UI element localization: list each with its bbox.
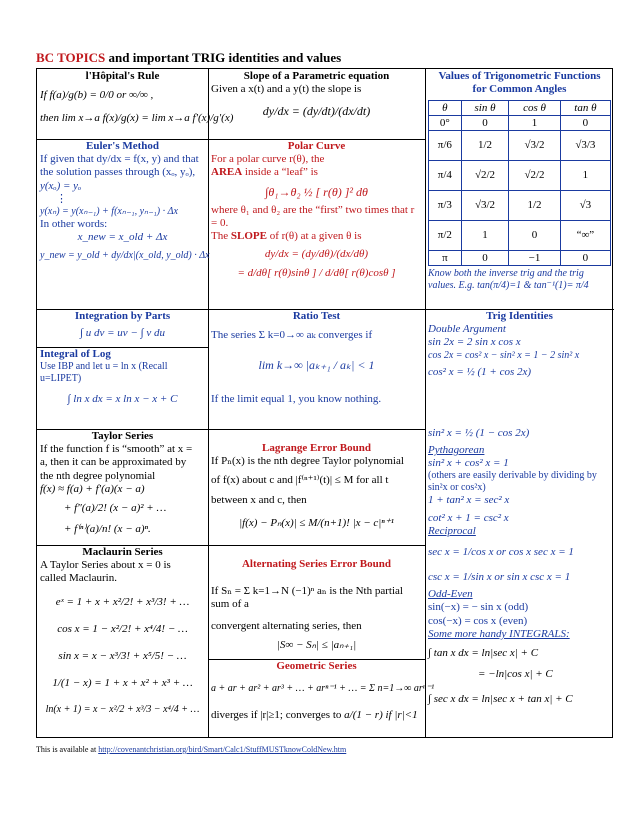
lagrange-l2: of f(x) about c and |f⁽ⁿ⁺¹⁾(t)| ≤ M for all t (211, 474, 389, 487)
geometric-heading: Geometric Series (276, 660, 357, 672)
footer-link[interactable]: http://covenantchristian.org/bird/Smart/Calc1/StuffMUSTknowColdNew.htm (98, 745, 347, 754)
odd-even-label: Odd-Even (428, 588, 473, 601)
polar-section (208, 139, 425, 309)
parametric-heading: Slope of a Parametric equation (243, 70, 390, 82)
maclaurin-l1: A Taylor Series about x = 0 is (40, 559, 171, 572)
double-argument-label: Double Argument (428, 323, 506, 336)
identity-d3: cos² x = ½ (1 + cos 2x) (428, 365, 532, 378)
formula-sheet-grid (36, 68, 613, 738)
polar-heading: Polar Curve (287, 140, 346, 152)
taylor-l1: If the function f is “smooth” at x = (40, 443, 193, 456)
polar-slope-f1: dy/dx = (dy/dθ)/(dx/dθ) (264, 247, 369, 260)
geometric-l1b: a/(1 − r) if |r|<1 (344, 709, 418, 722)
identity-p1: sin² x + cos² x = 1 (428, 457, 509, 470)
alternating-formula: |S∞ − Sₙ| ≤ |aₙ₊₁| (276, 638, 357, 651)
polar-slope-label: SLOPE (230, 230, 267, 243)
parametric-intro: Given a x(t) and a y(t) the slope is (211, 83, 362, 96)
ratio-heading: Ratio Test (292, 310, 341, 322)
handy-integrals-label: Some more handy INTEGRALS: (428, 627, 570, 640)
log-line1: Use IBP and let u = ln x (Recall (40, 361, 168, 373)
log-formula: ∫ ln x dx = x ln x − x + C (67, 393, 178, 406)
log-line2: u=LIPET) (40, 373, 82, 385)
table-row (429, 191, 611, 221)
identity-p3: 1 + tan² x = sec² x (428, 494, 510, 507)
ibp-heading: Integration by Parts (74, 310, 171, 322)
table-cell: 0 (461, 251, 509, 266)
trig-values-section (425, 69, 614, 309)
column-header: tan θ (560, 101, 610, 116)
identity-d1: sin 2x = 2 sin x cos x (428, 336, 521, 349)
ibp-section (37, 309, 208, 347)
trig-values-table (428, 100, 611, 266)
lhopital-section (37, 69, 234, 139)
lhopital-then: then lim x→a f(x)/g(x) = lim x→a f′(x)/g′(x) (40, 112, 234, 125)
table-cell: √3 (560, 191, 610, 221)
euler-line1: If given that dy/dx = f(x, y) and that (40, 153, 199, 166)
euler-line3: y(xₒ) = yₒ (40, 179, 82, 192)
trig-values-heading: Values of Trigonometric Functions for Common Angles (438, 70, 601, 96)
table-cell: π/6 (429, 131, 462, 161)
taylor-f3: + f⁽ⁿ⁾(a)/n! (x − a)ⁿ. (64, 523, 151, 536)
table-cell: “∞” (560, 221, 610, 251)
pythagorean-label: Pythagorean (428, 443, 485, 456)
euler-xnew: x_new = x_old + Δx (77, 231, 168, 244)
ibp-formula: ∫ u dv = uv − ∫ v du (79, 327, 166, 340)
integral-i3: ∫ sec x dx = ln|sec x + tan x| + C (428, 693, 573, 706)
identity-r2: csc x = 1/sin x or sin x csc x = 1 (428, 571, 571, 584)
table-cell: 1/2 (509, 191, 561, 221)
integral-i1: ∫ tan x dx = ln|sec x| + C (428, 647, 539, 659)
maclaurin-ln: ln(x + 1) = x − x²/2 + x³/3 − x⁴/4 + … (45, 704, 200, 716)
log-section (37, 347, 208, 429)
table-row (429, 161, 611, 191)
euler-section (37, 139, 208, 309)
geometric-section (208, 659, 435, 739)
log-heading: Integral of Log (40, 348, 111, 360)
table-cell: √2/2 (509, 161, 561, 191)
table-cell: 0 (509, 221, 561, 251)
column-header: sin θ (461, 101, 509, 116)
table-cell: π (429, 251, 462, 266)
polar-area-formula: ∫θ₁→θ₂ ½ [ r(θ) ]² dθ (265, 184, 368, 199)
geometric-l1: diverges if |r|≥1; converges to (211, 709, 342, 722)
polar-slope-f2: = d/dθ[ r(θ)sinθ ] / d/dθ[ r(θ)cosθ ] (237, 266, 396, 279)
ratio-formula: lim k→∞ |aₖ₊₁ / aₖ| < 1 (258, 358, 375, 373)
lhopital-heading: l'Hôpital's Rule (85, 70, 160, 82)
euler-line2: the solution passes through (xₒ, yₒ), (40, 166, 196, 179)
identity-d4: sin² x = ½ (1 − cos 2x) (428, 426, 530, 439)
taylor-f2: + f″(a)/2! (x − a)² + … (64, 501, 167, 514)
maclaurin-l2: called Maclaurin. (40, 572, 117, 585)
column-header: cos θ (509, 101, 561, 116)
euler-ynew: y_new = y_old + dy/dx|(x_old, y_old) · Δx (40, 250, 210, 262)
lagrange-l1: If Pₙ(x) is the nth degree Taylor polynomial (211, 455, 404, 468)
table-cell: √2/2 (461, 161, 509, 191)
polar-intro: For a polar curve r(θ), the (211, 153, 325, 166)
reciprocal-label: Reciprocal (428, 524, 476, 537)
alternating-section (208, 545, 425, 659)
table-cell: 0 (461, 116, 509, 131)
polar-where: where θ₁ and θ₂ are the “first” two times that r = 0. (211, 203, 415, 230)
taylor-section (37, 429, 208, 545)
taylor-l3: the nth degree polynomial (40, 469, 156, 482)
table-row (429, 251, 611, 266)
trig-identities-section (425, 309, 614, 739)
polar-slope-rest: of r(θ) at a given θ is (269, 230, 362, 243)
identity-o2: cos(−x) = cos x (even) (428, 614, 528, 627)
lagrange-formula: |f(x) − Pₙ(x)| ≤ M/(n+1)! |x − c|ⁿ⁺¹ (239, 516, 394, 529)
table-cell: √3/3 (560, 131, 610, 161)
table-cell: π/2 (429, 221, 462, 251)
table-row (429, 116, 611, 131)
maclaurin-cos: cos x = 1 − x²/2! + x⁴/4! − … (57, 622, 188, 635)
maclaurin-section (37, 545, 208, 739)
maclaurin-e: eˣ = 1 + x + x²/2! + x³/3! + … (55, 595, 190, 608)
table-cell: 1 (461, 221, 509, 251)
lhopital-if: If f(a)/g(b) = 0/0 or ∞/∞ , (40, 89, 154, 102)
euler-heading: Euler's Method (85, 140, 160, 152)
identity-p4: cot² x + 1 = csc² x (428, 511, 509, 524)
table-row (429, 221, 611, 251)
table-cell: 0 (560, 116, 610, 131)
title-topics: BC TOPICS (36, 50, 106, 65)
taylor-f1: f(x) ≈ f(a) + f′(a)(x − a) (40, 482, 145, 495)
page-title (36, 50, 341, 66)
taylor-heading: Taylor Series (91, 430, 154, 442)
table-cell: −1 (509, 251, 561, 266)
ratio-line1: The series Σ k=0→∞ aₖ converges if (211, 329, 373, 342)
alternating-heading: Alternating Series Error Bound (241, 558, 391, 570)
identity-o1: sin(−x) = − sin x (odd) (428, 601, 529, 614)
table-row (429, 131, 611, 161)
maclaurin-sin: sin x = x − x³/3! + x⁵/5! − … (58, 649, 187, 662)
parametric-formula: dy/dx = (dy/dt)/(dx/dt) (262, 104, 371, 119)
column-header: θ (429, 101, 462, 116)
ratio-section (208, 309, 425, 429)
trig-values-note: Know both the inverse trig and the trig values. E.g. tan(π/4)=1 & tan⁻¹(1)= π/4 (428, 268, 589, 292)
lagrange-l3: between x and c, then (211, 493, 307, 506)
identity-p2: (others are easily derivable by dividing by sin²x or cos²x) (428, 470, 597, 494)
maclaurin-geo: 1/(1 − x) = 1 + x + x² + x³ + … (52, 677, 193, 690)
ratio-line2: If the limit equal 1, you know nothing. (211, 392, 382, 405)
geometric-formula: a + ar + ar² + ar³ + … + arⁿ⁻¹ + … = Σ n=1→∞ arⁿ⁻¹ (211, 683, 435, 695)
table-cell: 1 (509, 116, 561, 131)
polar-area-rest: inside a “leaf” is (244, 166, 318, 179)
table-header-row (429, 101, 611, 116)
lagrange-section (208, 429, 425, 545)
title-rest: and important TRIG identities and values (108, 50, 342, 65)
table-cell: 0° (429, 116, 462, 131)
euler-dots: ⋮ (56, 192, 67, 205)
footer-prefix: This is available at (36, 745, 97, 754)
taylor-l2: a, then it can be approximated by (40, 456, 187, 469)
lagrange-heading: Lagrange Error Bound (262, 442, 371, 454)
polar-slope-pre: The (211, 230, 229, 243)
parametric-section (208, 69, 425, 139)
identity-r1: sec x = 1/cos x or cos x sec x = 1 (428, 545, 574, 558)
integral-i2: = −ln|cos x| + C (478, 668, 553, 681)
table-cell: 1 (560, 161, 610, 191)
table-cell: π/3 (429, 191, 462, 221)
polar-area-label: AREA (211, 166, 243, 179)
table-cell: 0 (560, 251, 610, 266)
footer (36, 745, 346, 755)
maclaurin-heading: Maclaurin Series (82, 546, 163, 558)
trig-identities-heading: Trig Identities (486, 310, 553, 322)
table-cell: 1/2 (461, 131, 509, 161)
table-cell: π/4 (429, 161, 462, 191)
identity-d2: cos 2x = cos² x − sin² x = 1 − 2 sin² x (428, 349, 580, 361)
euler-other: In other words: (40, 217, 108, 230)
table-cell: √3/2 (461, 191, 509, 221)
euler-line4: y(xₙ) = y(xₙ₋₁) + f(xₙ₋₁, yₙ₋₁) · Δx (40, 205, 178, 217)
alternating-l2: convergent alternating series, then (211, 619, 362, 632)
table-cell: √3/2 (509, 131, 561, 161)
alternating-l1: If Sₙ = Σ k=1→N (−1)ⁿ aₙ is the Nth partial sum of a (211, 585, 403, 611)
